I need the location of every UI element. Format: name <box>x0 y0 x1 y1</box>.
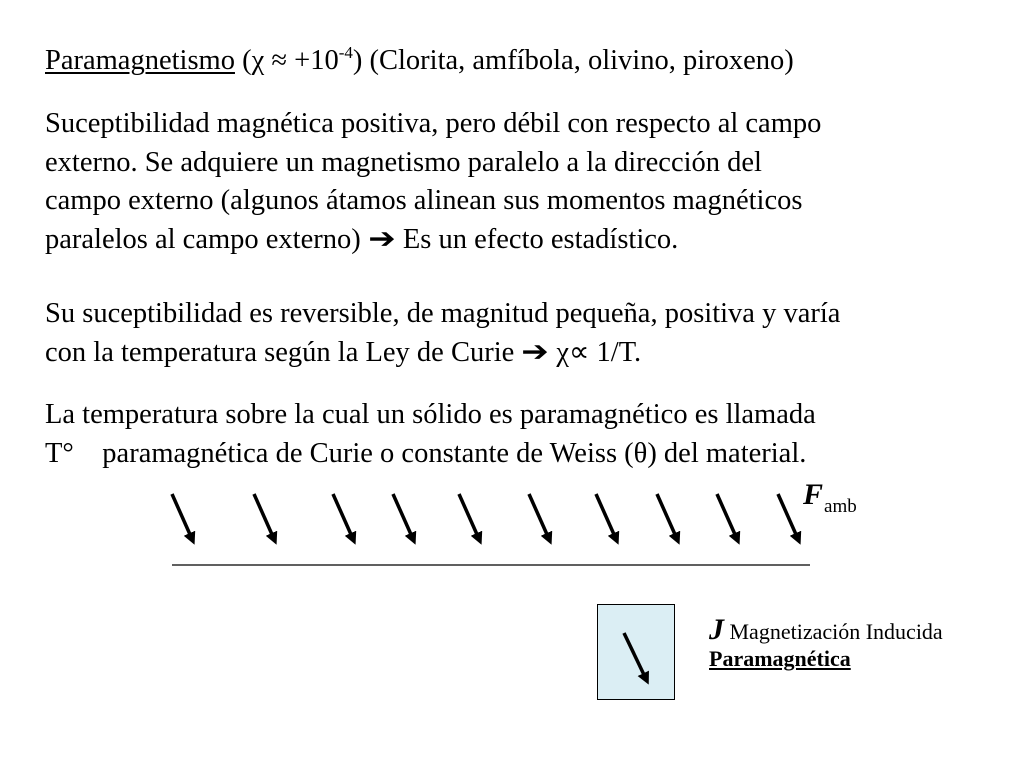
description-line: Suceptibilidad magnética positiva, pero débil con respecto al campo <box>45 108 822 139</box>
description-line: externo. Se adquiere un magnetismo paralelo a la dirección del <box>45 146 762 178</box>
field-arrow-icon <box>529 494 549 539</box>
right-arrow-icon: ➔ <box>368 223 396 255</box>
section-term: Paramagnetismo <box>45 45 235 76</box>
mineral-list: (Clorita, amfíbola, olivino, piroxeno) <box>362 45 794 76</box>
field-arrow-icon <box>657 494 677 539</box>
chi-symbol: χ <box>251 45 265 76</box>
field-arrow-icon <box>172 494 192 539</box>
field-label <box>803 480 857 522</box>
curie-law-formula: χ∝ 1/T. <box>549 336 642 368</box>
reversibility-line: Su suceptibilidad es reversible, de magnitud pequeña, positiva y varía <box>45 298 841 329</box>
field-arrow-icon <box>393 494 413 539</box>
field-arrow-icon <box>596 494 616 539</box>
magnetization-box <box>597 604 675 700</box>
field-arrow-icon <box>254 494 274 539</box>
description-line: campo externo (algunos átamos alinean sus momentos magnéticos <box>45 185 803 216</box>
description-text: Es un efecto estadístico. <box>395 223 679 255</box>
field-arrow-icon <box>717 494 737 539</box>
magnetization-arrow-icon <box>598 605 674 699</box>
field-arrow-icon <box>459 494 479 539</box>
magnetization-symbol: J <box>709 613 724 646</box>
field-arrow-icon <box>333 494 353 539</box>
formula-exponent: -4 <box>338 43 353 62</box>
curie-temperature-line: T° paramagnética de Curie o constante de Weiss (θ) del material. <box>45 437 807 469</box>
field-arrow-icon <box>778 494 798 539</box>
description-text: paralelos al campo externo) <box>45 223 368 255</box>
magnetization-text: Magnetización Inducida <box>724 619 943 644</box>
curie-temperature-line: La temperatura sobre la cual un sólido es paramagnético es llamada <box>45 399 816 430</box>
magnetization-subtitle: Paramagnética <box>709 646 851 671</box>
field-subscript: amb <box>824 496 857 517</box>
curie-law-text: con la temperatura según la Ley de Curie <box>45 336 522 368</box>
formula-approx: ≈ +10 <box>264 45 339 76</box>
formula-close: ) <box>352 45 363 76</box>
right-arrow-icon: ➔ <box>521 336 550 368</box>
formula-open: ( <box>234 45 252 76</box>
magnetization-label <box>709 615 943 674</box>
field-symbol: F <box>803 478 824 511</box>
